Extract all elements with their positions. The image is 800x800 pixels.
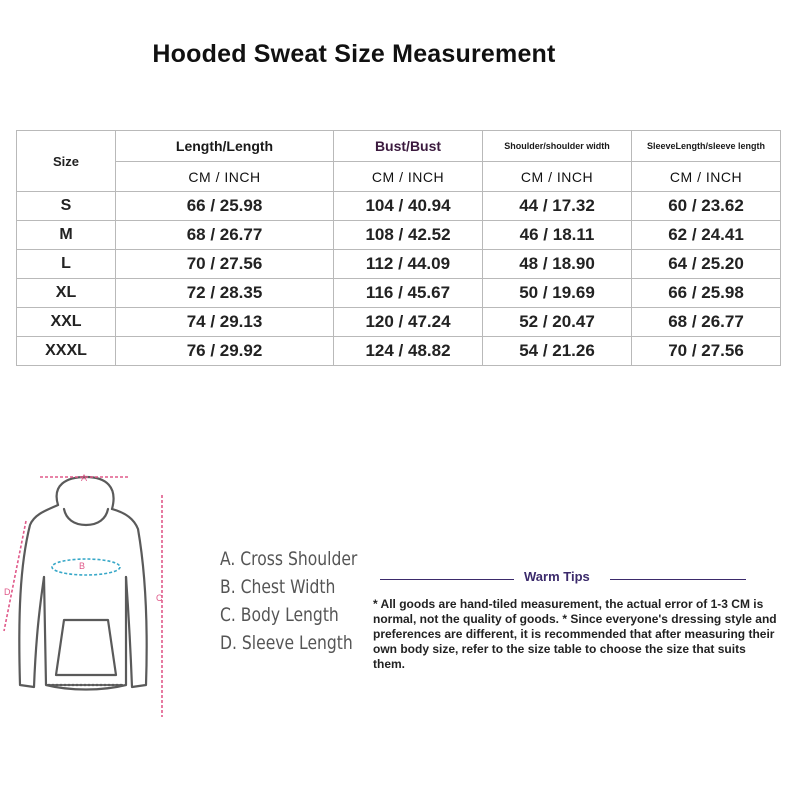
sleeve-cell: 60 / 23.62: [632, 192, 781, 221]
table-row: [17, 221, 781, 250]
sleeve-cell: 70 / 27.56: [632, 337, 781, 366]
hoodie-outline-icon: [19, 477, 146, 690]
legend-item-cross-shoulder: A. Cross Shoulder: [220, 548, 358, 570]
hoodie-measurement-diagram: [0, 455, 200, 735]
size-cell: S: [17, 192, 116, 221]
bust-cell: 104 / 40.94: [334, 192, 483, 221]
length-column-header: Length/Length: [116, 131, 334, 162]
table-row: [17, 308, 781, 337]
sleeve-cell: 68 / 26.77: [632, 308, 781, 337]
length-cell: 72 / 28.35: [116, 279, 334, 308]
size-table: [16, 130, 781, 366]
shoulder-cell: 50 / 19.69: [483, 279, 632, 308]
bust-cell: 124 / 48.82: [334, 337, 483, 366]
shoulder-column-header: Shoulder/shoulder width: [483, 131, 632, 162]
unit-row: [17, 162, 781, 192]
length-cell: 74 / 29.13: [116, 308, 334, 337]
bust-cell: 108 / 42.52: [334, 221, 483, 250]
size-cell: M: [17, 221, 116, 250]
bust-cell: 116 / 45.67: [334, 279, 483, 308]
shoulder-cell: 48 / 18.90: [483, 250, 632, 279]
measure-lines: [4, 477, 162, 717]
table-row: [17, 279, 781, 308]
marker-b: B: [79, 561, 86, 571]
size-cell: XXL: [17, 308, 116, 337]
shoulder-cell: 44 / 17.32: [483, 192, 632, 221]
sleeve-cell: 64 / 25.20: [632, 250, 781, 279]
length-cell: 68 / 26.77: [116, 221, 334, 250]
sleeve-cell: 62 / 24.41: [632, 221, 781, 250]
measurement-legend: [220, 545, 357, 657]
bust-column-header: Bust/Bust: [334, 131, 483, 162]
divider: [610, 579, 746, 580]
legend-item-body-length: C. Body Length: [220, 604, 339, 626]
header-row: [17, 131, 781, 162]
unit-label: CM / INCH: [483, 162, 632, 192]
marker-c: C: [156, 593, 163, 603]
table-row: [17, 337, 781, 366]
unit-label: CM / INCH: [632, 162, 781, 192]
table-row: [17, 192, 781, 221]
unit-label: CM / INCH: [334, 162, 483, 192]
legend-item-chest-width: B. Chest Width: [220, 576, 336, 598]
divider: [380, 579, 514, 580]
shoulder-cell: 46 / 18.11: [483, 221, 632, 250]
shoulder-cell: 52 / 20.47: [483, 308, 632, 337]
length-cell: 76 / 29.92: [116, 337, 334, 366]
sleeve-column-header: SleeveLength/sleeve length: [632, 131, 781, 162]
bust-cell: 120 / 47.24: [334, 308, 483, 337]
size-column-header: Size: [17, 131, 116, 192]
shoulder-cell: 54 / 21.26: [483, 337, 632, 366]
size-cell: XL: [17, 279, 116, 308]
size-cell: XXXL: [17, 337, 116, 366]
legend-item-sleeve-length: D. Sleeve Length: [220, 632, 353, 654]
warm-tips-title: Warm Tips: [524, 569, 590, 584]
length-cell: 70 / 27.56: [116, 250, 334, 279]
warm-tips-header: [380, 568, 746, 588]
sleeve-cell: 66 / 25.98: [632, 279, 781, 308]
marker-d: D: [4, 587, 11, 597]
size-cell: L: [17, 250, 116, 279]
length-cell: 66 / 25.98: [116, 192, 334, 221]
marker-a: A: [81, 473, 88, 483]
unit-label: CM / INCH: [116, 162, 334, 192]
warm-tips-text: * All goods are hand-tiled measurement, the actual error of 1-3 CM is normal, not the quality of goods. * Since everyone's dressing style and preferences are different, it is recommended that after measuring their own body size, refer to the size table to choose the size that suits them.: [373, 597, 777, 671]
chest-width-line: [52, 559, 120, 575]
page-title: Hooded Sweat Size Measurement: [152, 40, 556, 68]
bust-cell: 112 / 44.09: [334, 250, 483, 279]
table-row: [17, 250, 781, 279]
